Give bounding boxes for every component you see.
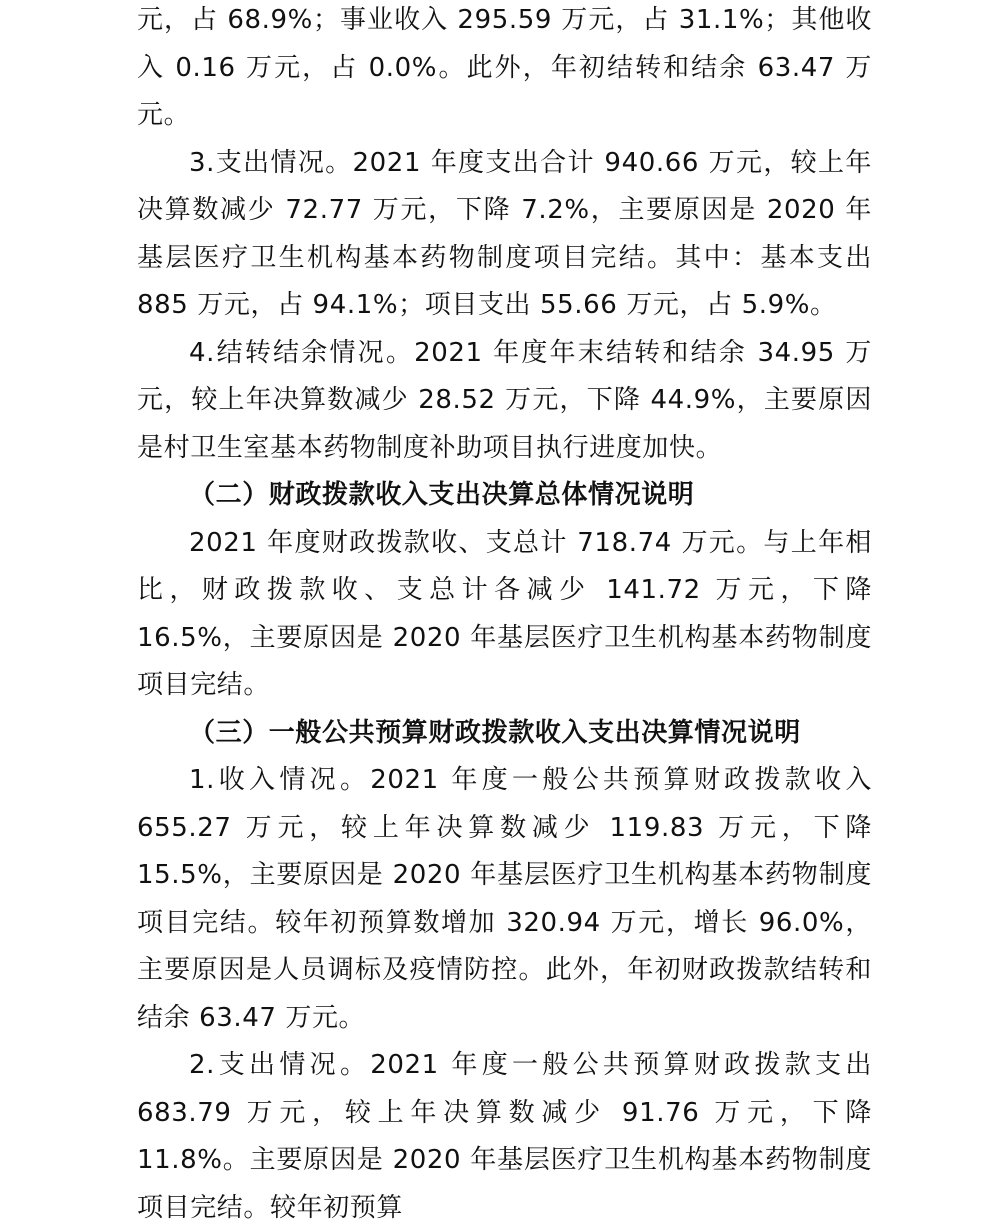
- section-heading-fiscal-total: （二）财政拨款收入支出决算总体情况说明: [189, 480, 695, 510]
- paragraph-carryover: 4.结转结余情况。2021 年度年末结转和结余 34.95 万元，较上年决算数减少 28.52 万元，下降 44.9%，主要原因是村卫生室基本药物制度补助项目执行进度加快。: [137, 337, 872, 463]
- paragraph-expenditure: 3.支出情况。2021 年度支出合计 940.66 万元，较上年决算数减少 72.77 万元，下降 7.2%，主要原因是 2020 年基层医疗卫生机构基本药物制度项目完结。其中：基本支出 885 万元，占 94.1%；项目支出 55.66 万元，占 5.9%。: [137, 147, 872, 320]
- paragraph-general-budget-income: 1.收入情况。2021 年度一般公共预算财政拨款收入 655.27 万元，较上年决算数减少 119.83 万元，下降 15.5%，主要原因是 2020 年基层医疗卫生机构基本药物制度项目完结。较年初预算数增加 320.94 万元，增长 96.0%，主要原因是人员调标及疫情防控。此外，年初财政拨款结转和结余 63.47 万元。: [137, 765, 872, 1033]
- document-body: [137, 0, 872, 1232]
- paragraph-general-budget-expenditure: 2.支出情况。2021 年度一般公共预算财政拨款支出 683.79 万元，较上年决算数减少 91.76 万元，下降 11.8%。主要原因是 2020 年基层医疗卫生机构基本药物制度项目完结。较年初预算: [137, 1050, 872, 1223]
- paragraph-income-tail: 元，占 68.9%；事业收入 295.59 万元，占 31.1%；其他收入 0.16 万元，占 0.0%。此外，年初结转和结余 63.47 万元。: [137, 5, 872, 130]
- section-heading-general-budget: （三）一般公共预算财政拨款收入支出决算情况说明: [189, 717, 801, 748]
- paragraph-fiscal-total: 2021 年度财政拨款收、支总计 718.74 万元。与上年相比，财政拨款收、支总计各减少 141.72 万元，下降 16.5%，主要原因是 2020 年基层医疗卫生机构基本药物制度项目完结。: [137, 527, 872, 700]
